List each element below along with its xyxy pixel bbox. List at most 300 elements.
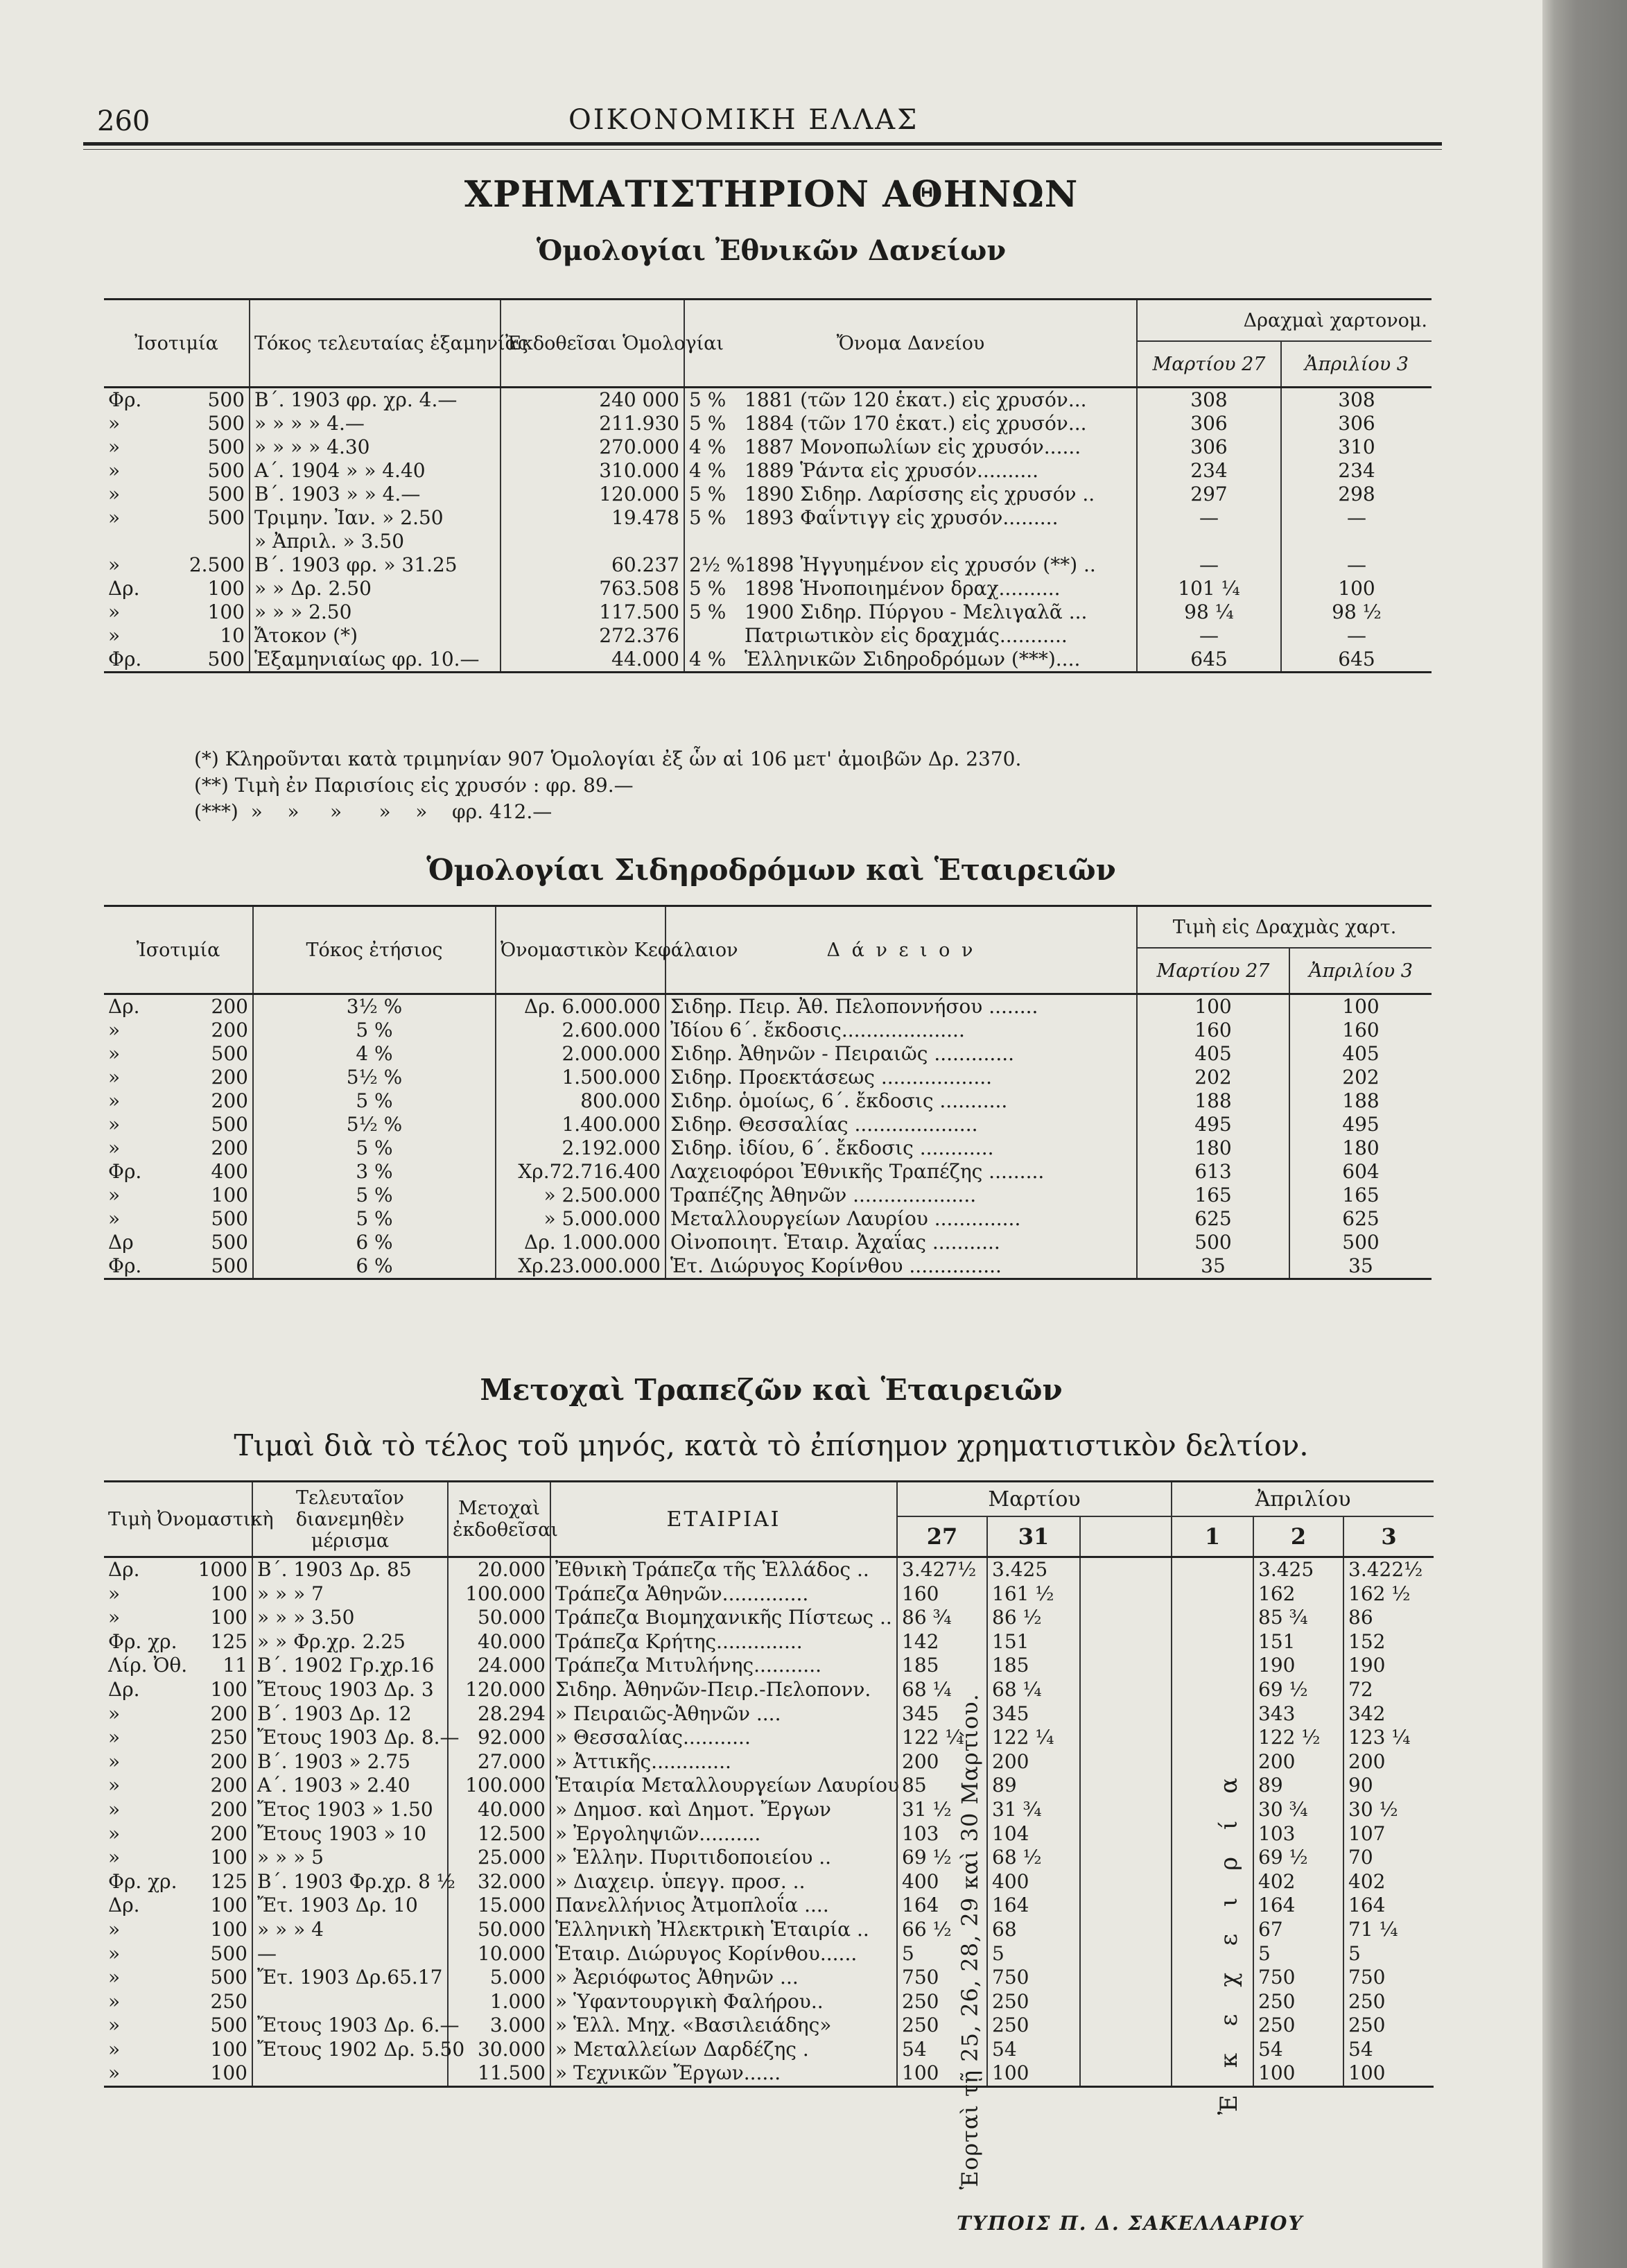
price-march: 35: [1137, 1254, 1289, 1279]
currency: »: [108, 1207, 121, 1230]
capital-cell: 2.000.000: [496, 1042, 665, 1066]
loan-name: Ἑλληνικῶν Σιδηροδρόμων (***)....: [745, 648, 1081, 670]
price-march: 306: [1137, 412, 1281, 435]
col-isotimia: Ἰσοτιμία: [104, 300, 250, 388]
rate: 5 %: [689, 483, 727, 505]
par-value-cell: 100: [187, 1846, 252, 1870]
price-apr-2: 54: [1253, 2038, 1343, 2062]
par-value: 500: [211, 1113, 248, 1136]
issued-cell: [501, 530, 684, 553]
section1-title: Ὁμολογίαι Ἐθνικῶν Δανείων: [536, 234, 1007, 267]
price-apr-3: 100: [1343, 2061, 1434, 2086]
par-value: 500: [207, 412, 245, 435]
par-value-cell: 200: [187, 1798, 252, 1822]
coupon-cell: Β΄. 1903 » » 4.—: [250, 483, 501, 506]
par-value: 500: [211, 1231, 248, 1254]
coupon-cell: » » » 2.50: [250, 600, 501, 624]
main-title: ΧΡΗΜΑΤΙΣΤΗΡΙΟΝ ΑΘΗΝΩΝ: [464, 173, 1079, 216]
page-number: 260: [97, 105, 150, 137]
company-name-cell: » Ἐργοληψιῶν..........: [550, 1822, 897, 1846]
col-date-april: Ἀπριλίου 3: [1289, 948, 1432, 994]
col-dividend: Τελευταῖον διανεμηθὲν μέρισμα: [252, 1482, 448, 1557]
currency: »: [108, 553, 121, 576]
currency: »: [108, 1113, 121, 1136]
price-mar-27: 5: [897, 1942, 987, 1966]
price-march: 101 ¼: [1137, 577, 1281, 600]
dividend-cell: [252, 2061, 448, 2086]
price-apr-1: [1172, 1606, 1253, 1630]
spacer-cell: [1080, 1726, 1172, 1750]
shares-cell: 11.500: [448, 2061, 550, 2086]
loan-name: 1898 Ἡνοποιημένον δραχ..........: [745, 577, 1061, 600]
price-april: 100: [1342, 995, 1380, 1018]
price-apr-2: 164: [1253, 1894, 1343, 1918]
col-isotimia: Ἰσοτιμία: [104, 906, 253, 994]
loan-name-cell: Τραπέζης Ἀθηνῶν ....................: [665, 1184, 1137, 1207]
price-apr-3: 54: [1348, 2037, 1373, 2061]
loan-name: 1887 Μονοπωλίων εἰς χρυσόν......: [745, 435, 1081, 458]
rate-cell: 5 %: [253, 1019, 496, 1042]
par-value: 500: [211, 1207, 248, 1230]
price-mar-31: 345: [987, 1702, 1080, 1726]
par-value: 200: [211, 1066, 248, 1089]
shares-cell: 27.000: [448, 1750, 550, 1774]
issued-cell: 270.000: [501, 435, 684, 459]
capital-cell: 1.500.000: [496, 1066, 665, 1089]
par-value: 500: [207, 388, 245, 411]
rate-cell: 5 %: [253, 1136, 496, 1160]
dividend-cell: Ἔτους 1903 Δρ. 3: [252, 1678, 448, 1702]
issued-cell: 272.376: [501, 624, 684, 648]
dividend-cell: » » » 5: [252, 1846, 448, 1870]
price-april: —: [1347, 624, 1366, 647]
company-name-cell: Ἑλληνικὴ Ἠλεκτρικὴ Ἑταιρία ..: [550, 1918, 897, 1942]
currency-cell: »: [108, 1606, 121, 1629]
price-march: 645: [1137, 648, 1281, 673]
dividend-cell: Β΄. 1903 Δρ. 85: [252, 1557, 448, 1582]
currency-cell: »: [108, 1846, 121, 1869]
shares-cell: 3.000: [448, 2014, 550, 2038]
loan-name-cell: [684, 600, 1137, 624]
company-name-cell: Τράπεζα Βιομηχανικῆς Πίστεως ..: [550, 1606, 897, 1630]
company-name-cell: » Ἑλλην. Πυριτιδοποιείου ..: [550, 1846, 897, 1870]
price-apr-3: 750: [1348, 1966, 1386, 1989]
col-date-april: Ἀπριλίου 3: [1281, 341, 1432, 388]
shares-cell: 24.000: [448, 1654, 550, 1678]
spacer-cell: [1080, 1942, 1172, 1966]
company-name-cell: » Μεταλλείων Δαρδέζης .: [550, 2038, 897, 2062]
price-mar-31: 122 ¼: [987, 1726, 1080, 1750]
price-april: 165: [1342, 1184, 1380, 1206]
table-row: [104, 1184, 1432, 1207]
isotimia-cell: [104, 435, 250, 459]
loan-name-cell: [684, 506, 1137, 530]
par-value: 200: [211, 1136, 248, 1159]
table-row: [104, 1066, 1432, 1089]
price-mar-27: 69 ½: [897, 1846, 987, 1870]
price-apr-2: 30 ¾: [1253, 1798, 1343, 1822]
currency: »: [108, 483, 121, 505]
price-march: 202: [1137, 1066, 1289, 1089]
price-april: 98 ½: [1332, 600, 1382, 623]
footnote-2: (**) Τιμὴ ἐν Παρισίοις εἰς χρυσόν : φρ. 89.—: [194, 774, 634, 797]
loan-name: 1881 (τῶν 120 ἑκατ.) εἰς χρυσόν...: [745, 388, 1087, 411]
isotimia-cell: [104, 1042, 253, 1066]
isotimia-cell: [104, 1089, 253, 1113]
price-mar-31: 400: [987, 1870, 1080, 1894]
price-apr-3: 200: [1348, 1749, 1386, 1773]
par-value: 500: [207, 483, 245, 505]
currency: »: [108, 435, 121, 458]
price-march: 165: [1137, 1184, 1289, 1207]
par-value-cell: 250: [187, 1990, 252, 2014]
loan-name-cell: Σιδηρ. ἰδίου, 6΄. ἔκδοσις ............: [665, 1136, 1137, 1160]
coupon-cell: Ἄτοκον (*): [250, 624, 501, 648]
col-month-april: Ἀπριλίου: [1172, 1482, 1434, 1517]
price-march: 405: [1137, 1042, 1289, 1066]
table-row: [104, 1606, 1434, 1630]
price-apr-3: 152: [1348, 1629, 1386, 1653]
price-mar-31: 31 ¾: [987, 1798, 1080, 1822]
par-value: 100: [207, 600, 245, 623]
shares-cell: 30.000: [448, 2038, 550, 2062]
table-row: [104, 624, 1432, 648]
price-apr-3: 71 ¼: [1348, 1917, 1398, 1941]
coupon-cell: » » » » 4.30: [250, 435, 501, 459]
par-value-cell: 100: [187, 2061, 252, 2086]
company-name-cell: » Διαχειρ. ὑπεγγ. προσ. ..: [550, 1870, 897, 1894]
price-apr-2: 103: [1253, 1822, 1343, 1846]
price-apr-2: 5: [1253, 1942, 1343, 1966]
price-april: 495: [1342, 1113, 1380, 1136]
spacer-cell: [1080, 1606, 1172, 1630]
dividend-cell: Ἔτ. 1903 Δρ.65.17: [252, 1966, 448, 1990]
price-apr-2: 3.425: [1253, 1557, 1343, 1582]
currency-cell: »: [108, 1821, 121, 1845]
table-row: [104, 483, 1432, 506]
dividend-cell: Ἔτους 1903 Δρ. 6.—: [252, 2014, 448, 2038]
price-apr-3: 107: [1348, 1821, 1386, 1845]
capital-cell: Δρ. 6.000.000: [496, 994, 665, 1019]
col-day-31: 31: [987, 1516, 1080, 1557]
price-april: 188: [1342, 1089, 1380, 1112]
price-mar-31: 86 ½: [987, 1606, 1080, 1630]
shares-cell: 25.000: [448, 1846, 550, 1870]
coupon-cell: » » » » 4.—: [250, 412, 501, 435]
loan-name-cell: Ἑτ. Διώρυγος Κορίνθου ...............: [665, 1254, 1137, 1279]
dividend-cell: Ἔτους 1903 Δρ. 8.—: [252, 1726, 448, 1750]
shares-cell: 15.000: [448, 1894, 550, 1918]
col-day-1: 1: [1172, 1516, 1253, 1557]
isotimia-cell: [104, 600, 250, 624]
price-apr-2: 250: [1253, 2014, 1343, 2038]
price-march: 625: [1137, 1207, 1289, 1231]
price-mar-27: 85: [897, 1774, 987, 1798]
price-mar-27: 103: [897, 1822, 987, 1846]
table-row: [104, 1113, 1432, 1136]
coupon-cell: Ἑξαμηνιαίως φρ. 10.—: [250, 648, 501, 673]
company-name-cell: » Τεχνικῶν Ἔργων......: [550, 2061, 897, 2086]
price-march: 308: [1137, 388, 1281, 413]
col-shares: Μετοχαὶ ἐκδοθεῖσαι: [448, 1482, 550, 1557]
price-apr-2: 151: [1253, 1630, 1343, 1654]
spacer-cell: [1080, 1678, 1172, 1702]
par-value-cell: 11: [187, 1654, 252, 1678]
table-row: [104, 553, 1432, 577]
currency-cell: Φρ. χρ.: [108, 1629, 177, 1653]
par-value: 500: [207, 459, 245, 482]
table-row: [104, 577, 1432, 600]
ceasefire-note-text: Ἐ κ ε χ ε ι ρ ί α: [1215, 1767, 1243, 2115]
price-april: 645: [1281, 648, 1432, 673]
par-value-cell: 100: [187, 1606, 252, 1630]
currency-cell: Δρ.: [108, 1558, 140, 1581]
rate-cell: 5 %: [253, 1207, 496, 1231]
printer-credit: ΤΥΠΟΙΣ Π. Δ. ΣΑΚΕΛΛΑΡΙΟΥ: [957, 2212, 1304, 2235]
currency: »: [108, 600, 121, 623]
par-value-cell: 100: [187, 1678, 252, 1702]
spacer-cell: [1080, 2038, 1172, 2062]
shares-cell: 40.000: [448, 1798, 550, 1822]
price-mar-31: 89: [987, 1774, 1080, 1798]
price-mar-31: 54: [987, 2038, 1080, 2062]
currency-cell: »: [108, 1989, 121, 2013]
col-tokos: Τόκος ἐτήσιος: [253, 906, 496, 994]
issued-cell: 19.478: [501, 506, 684, 530]
par-value: 500: [207, 648, 245, 670]
par-value: 200: [211, 995, 248, 1018]
price-april: 306: [1338, 412, 1375, 435]
header-rule: [83, 142, 1442, 146]
currency-cell: »: [108, 1797, 121, 1821]
par-value: 100: [211, 1184, 248, 1206]
page-edge-shadow: [1542, 0, 1627, 2268]
shares-cell: 92.000: [448, 1726, 550, 1750]
loan-name-cell: Οἰνοποιητ. Ἑταιρ. Ἀχαΐας ...........: [665, 1231, 1137, 1254]
spacer-cell: [1080, 1702, 1172, 1726]
col-price-group: Τιμὴ εἰς Δραχμὰς χαρτ.: [1137, 906, 1432, 949]
spacer-cell: [1080, 1918, 1172, 1942]
company-name-cell: » Ἀττικῆς.............: [550, 1750, 897, 1774]
price-mar-31: 200: [987, 1750, 1080, 1774]
par-value: 500: [211, 1254, 248, 1277]
table-row: [104, 1136, 1432, 1160]
price-april: —: [1347, 506, 1366, 529]
loan-name-cell: [684, 530, 1137, 553]
spacer-cell: [1080, 1990, 1172, 2014]
currency-cell: »: [108, 1749, 121, 1773]
shares-cell: 40.000: [448, 1630, 550, 1654]
price-apr-3: 250: [1348, 2014, 1386, 2037]
shares-cell: 100.000: [448, 1582, 550, 1607]
col-price-group: Δραχμαὶ χαρτονομ.: [1137, 300, 1432, 342]
par-value-cell: 200: [187, 1822, 252, 1846]
price-apr-2: 85 ¾: [1253, 1606, 1343, 1630]
col-day-3: 3: [1343, 1516, 1434, 1557]
issued-cell: 44.000: [501, 648, 684, 673]
isotimia-cell: [104, 577, 250, 600]
price-mar-31: 5: [987, 1942, 1080, 1966]
rate-cell: 4 %: [253, 1042, 496, 1066]
price-mar-27: 185: [897, 1654, 987, 1678]
currency: Φρ.: [108, 388, 142, 411]
par-value-cell: 100: [187, 1894, 252, 1918]
currency: »: [108, 1184, 121, 1206]
price-april: 234: [1338, 459, 1375, 482]
spacer-cell: [1080, 1750, 1172, 1774]
dividend-cell: » » » 4: [252, 1918, 448, 1942]
currency: »: [108, 506, 121, 529]
shares-cell: 100.000: [448, 1774, 550, 1798]
price-apr-1: [1172, 1557, 1253, 1582]
col-companies: ΕΤΑΙΡΙΑΙ: [550, 1482, 897, 1557]
rate-cell: 6 %: [253, 1254, 496, 1279]
rate: 4 %: [689, 435, 727, 458]
rate-cell: 5 %: [253, 1089, 496, 1113]
col-spacer: [1080, 1516, 1172, 1557]
loan-name-cell: Σιδηρ. Ἀθηνῶν - Πειραιῶς .............: [665, 1042, 1137, 1066]
par-value-cell: 200: [187, 1702, 252, 1726]
table-row: [104, 412, 1432, 435]
price-apr-2: 89: [1253, 1774, 1343, 1798]
spacer-cell: [1080, 1894, 1172, 1918]
price-mar-31: 68: [987, 1918, 1080, 1942]
currency-cell: Λίρ. Ὀθ.: [108, 1654, 188, 1677]
coupon-cell: Β΄. 1903 φρ. χρ. 4.—: [250, 388, 501, 413]
par-value: 200: [211, 1089, 248, 1112]
loan-name-cell: [684, 553, 1137, 577]
dividend-cell: Ἔτους 1903 » 10: [252, 1822, 448, 1846]
col-loan-name: Ὄνομα Δανείου: [684, 300, 1137, 388]
price-apr-2: 343: [1253, 1702, 1343, 1726]
price-april: 180: [1342, 1136, 1380, 1159]
price-apr-3: 164: [1348, 1894, 1386, 1917]
rate-cell: 5½ %: [253, 1066, 496, 1089]
currency-cell: »: [108, 1917, 121, 1941]
price-apr-2: 122 ½: [1253, 1726, 1343, 1750]
price-apr-3: 70: [1348, 1846, 1373, 1869]
price-apr-2: 190: [1253, 1654, 1343, 1678]
company-name-cell: Τράπεζα Μιτυλήνης...........: [550, 1654, 897, 1678]
price-apr-2: 250: [1253, 1990, 1343, 2014]
par-value-cell: 100: [187, 2038, 252, 2062]
loan-name-cell: [684, 412, 1137, 435]
col-month-march: Μαρτίου: [897, 1482, 1172, 1517]
price-march: —: [1137, 506, 1281, 530]
company-name-cell: Ἑταιρ. Διώρυγος Κορίνθου......: [550, 1942, 897, 1966]
price-april: 308: [1338, 388, 1375, 411]
par-value: 500: [211, 1042, 248, 1065]
par-value-cell: 200: [187, 1774, 252, 1798]
isotimia-cell: [104, 530, 250, 553]
issued-cell: 211.930: [501, 412, 684, 435]
price-apr-3: 250: [1348, 1989, 1386, 2013]
company-name-cell: » Ὑφαντουργικὴ Φαλήρου..: [550, 1990, 897, 2014]
spacer-cell: [1080, 1846, 1172, 1870]
currency: »: [108, 1066, 121, 1089]
price-mar-31: 164: [987, 1894, 1080, 1918]
par-value: 500: [207, 506, 245, 529]
table-row: [104, 1630, 1434, 1654]
capital-cell: Χρ.23.000.000: [496, 1254, 665, 1279]
currency: Δρ: [108, 1231, 134, 1254]
table-row: [104, 1089, 1432, 1113]
price-mar-27: 345: [897, 1702, 987, 1726]
price-apr-1: [1172, 1582, 1253, 1607]
currency-cell: »: [108, 1966, 121, 1989]
price-mar-27: 250: [897, 2014, 987, 2038]
loan-name: 1884 (τῶν 170 ἑκατ.) εἰς χρυσόν...: [745, 412, 1087, 435]
loan-name: 1900 Σιδηρ. Πύργου - Μελιγαλᾶ ...: [745, 600, 1088, 623]
price-apr-3: 342: [1348, 1702, 1386, 1725]
rate-cell: 5 %: [253, 1184, 496, 1207]
loan-name-cell: [684, 648, 1137, 673]
rate-cell: 6 %: [253, 1231, 496, 1254]
price-apr-3: 190: [1348, 1654, 1386, 1677]
par-value: 400: [211, 1160, 248, 1183]
price-mar-27: 750: [897, 1966, 987, 1990]
currency-cell: Δρ.: [108, 1894, 140, 1917]
dividend-cell: Ἔτος 1903 » 1.50: [252, 1798, 448, 1822]
rate: 5 %: [689, 388, 727, 411]
col-loan: Δ ά ν ε ι ο ν: [665, 906, 1137, 994]
company-name-cell: Ἐθνικὴ Τράπεζα τῆς Ἑλλάδος ..: [550, 1557, 897, 1582]
price-march: 100: [1137, 994, 1289, 1019]
shares-cell: 28.294: [448, 1702, 550, 1726]
isotimia-cell: [104, 1136, 253, 1160]
price-apr-2: 67: [1253, 1918, 1343, 1942]
currency-cell: »: [108, 1774, 121, 1797]
company-name-cell: » Δημοσ. καὶ Δημοτ. Ἔργων: [550, 1798, 897, 1822]
company-name-cell: Σιδηρ. Ἀθηνῶν-Πειρ.-Πελοπονν.: [550, 1678, 897, 1702]
price-mar-27: 250: [897, 1990, 987, 2014]
currency: »: [108, 1136, 121, 1159]
isotimia-cell: [104, 553, 250, 577]
price-mar-31: 100: [987, 2061, 1080, 2086]
loan-name-cell: [684, 435, 1137, 459]
table-row: [104, 994, 1432, 1019]
loan-name-cell: Σιδηρ. Πειρ. Ἀθ. Πελοποννήσου ........: [665, 994, 1137, 1019]
company-name-cell: Τράπεζα Κρήτης..............: [550, 1630, 897, 1654]
loan-name-cell: [684, 459, 1137, 483]
section2-title: Ὁμολογίαι Σιδηροδρόμων καὶ Ἑταιρειῶν: [426, 853, 1116, 887]
table-row: [104, 1231, 1432, 1254]
coupon-cell: » Ἀπριλ. » 3.50: [250, 530, 501, 553]
table-row: [104, 1160, 1432, 1184]
shares-cell: 12.500: [448, 1822, 550, 1846]
price-april: 310: [1338, 435, 1375, 458]
price-mar-27: 100: [897, 2061, 987, 2086]
rate-cell: 3½ %: [253, 994, 496, 1019]
loan-name-cell: Ἰδίου 6΄. ἔκδοσις....................: [665, 1019, 1137, 1042]
loan-name-cell: Λαχειοφόροι Ἐθνικῆς Τραπέζης .........: [665, 1160, 1137, 1184]
price-apr-2: 100: [1253, 2061, 1343, 2086]
price-march: 180: [1137, 1136, 1289, 1160]
price-mar-27: 68 ¼: [897, 1678, 987, 1702]
price-april: 202: [1342, 1066, 1380, 1089]
national-loans-table: [104, 298, 1432, 673]
ceasefire-note: [1210, 1664, 1251, 2219]
capital-cell: 2.600.000: [496, 1019, 665, 1042]
price-april: 604: [1342, 1160, 1380, 1183]
isotimia-cell: [104, 412, 250, 435]
issued-cell: 117.500: [501, 600, 684, 624]
issued-cell: 240 000: [501, 388, 684, 413]
dividend-cell: Α΄. 1903 » 2.40: [252, 1774, 448, 1798]
col-capital: Ὀνομαστικὸν Κεφάλαιον: [496, 906, 665, 994]
price-mar-31: 3.425: [987, 1557, 1080, 1582]
price-march: 98 ¼: [1137, 600, 1281, 624]
